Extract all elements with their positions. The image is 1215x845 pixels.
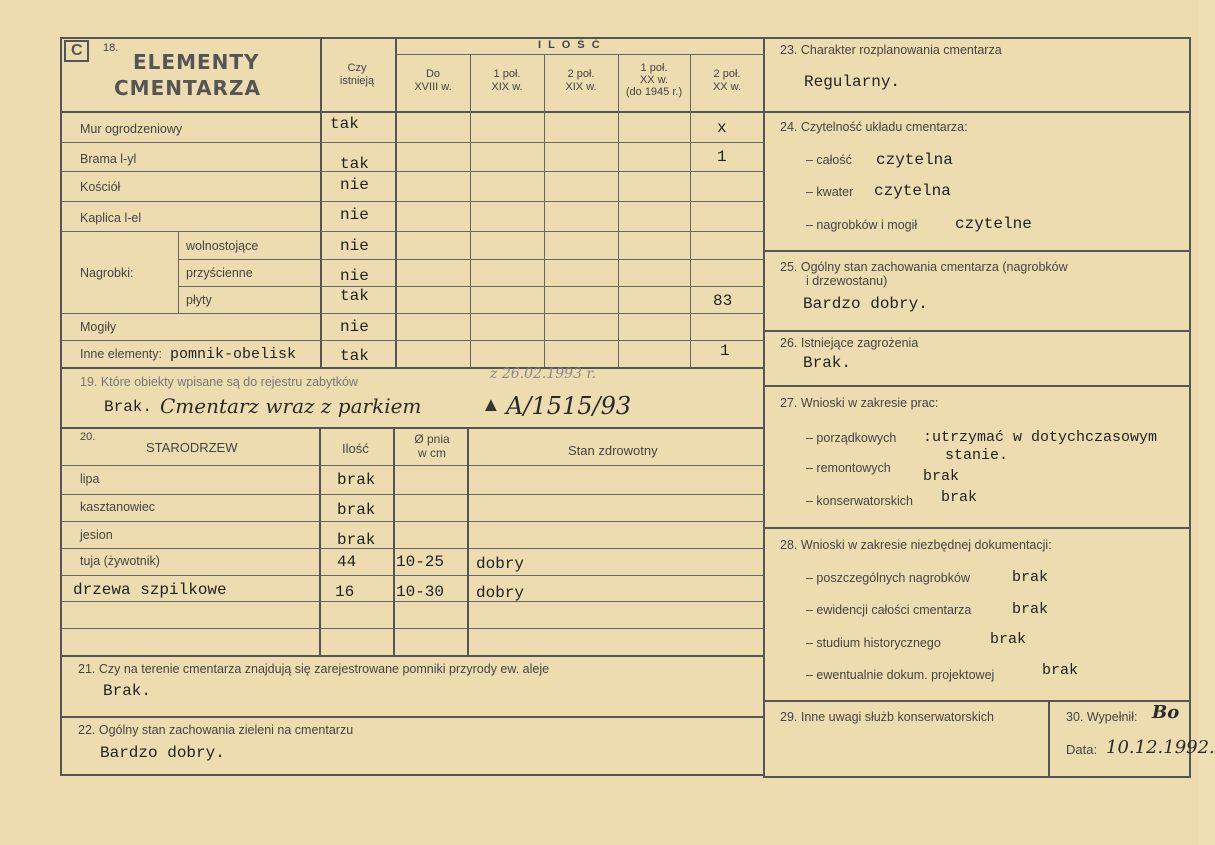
row-czy-plyty: tak: [340, 287, 369, 305]
s27-item-label-porzadkowych: – porządkowych: [806, 431, 897, 445]
tree-ilosc-tuja: 44: [337, 553, 357, 571]
s24-label: 24. Czytelność układu cmentarza:: [780, 120, 968, 134]
tree-name-tuja: tuja (żywotnik): [80, 554, 160, 568]
row-label-inne: Inne elementy:: [80, 347, 162, 361]
tree-name-lipa: lipa: [80, 472, 100, 486]
period-1pol-xx: 1 poł. XX w. (do 1945 r.): [625, 62, 683, 98]
s28-item-value-ewidencji: brak: [1012, 601, 1049, 618]
s19-typed: Brak.: [104, 398, 153, 416]
s28-item-label-studium: – studium historycznego: [806, 636, 941, 650]
s24-item-label-calosc: – całość: [806, 153, 852, 167]
row-czy-mogily: nie: [340, 318, 369, 336]
section-letter: C: [71, 42, 83, 59]
tree-ilosc-lipa: brak: [337, 471, 376, 489]
row-label-mur: Mur ogrodzeniowy: [80, 122, 183, 136]
s19-handwritten: Cmentarz wraz z parkiem: [160, 394, 422, 418]
data-label: Data:: [1066, 742, 1098, 757]
s24-item-value-calosc: czytelna: [876, 151, 953, 169]
s19-date: z 26.02.1993 r.: [490, 366, 597, 382]
s20-head-ilosc: Ilość: [342, 441, 369, 456]
period-do-xviii: Do XVIII w.: [414, 68, 452, 93]
s20-head-stan: Stan zdrowotny: [568, 443, 658, 458]
period-1pol-xix: 1 poł. XIX w.: [491, 68, 523, 93]
row-czy-wolnostojace: nie: [340, 237, 369, 255]
s29-label: 29. Inne uwagi służb konserwatorskich: [780, 710, 995, 724]
tree-name-kasztanowiec: kasztanowiec: [80, 500, 156, 514]
col-czy-istnieja: Czy istnieją: [339, 62, 375, 87]
s24-item-value-nagrobkow: czytelne: [955, 215, 1032, 233]
s23-value: Regularny.: [804, 73, 901, 91]
row-label-plyty: płyty: [186, 293, 212, 307]
s30-signature: Bo: [1152, 702, 1180, 723]
section-18-number: 18.: [103, 42, 119, 54]
row-czy-mur: tak: [330, 115, 359, 133]
s27-item-value-konserwatorskich: brak: [941, 489, 978, 506]
row-label-mogily: Mogiły: [80, 320, 117, 334]
tree-stan-tuja: dobry: [476, 555, 525, 573]
period-2pol-xix: 2 poł. XIX w.: [565, 68, 597, 93]
section-title-line2: CMENTARZA: [114, 76, 261, 100]
section-letter-box: [64, 40, 89, 62]
tree-ilosc-kasztanowiec: brak: [337, 501, 376, 519]
s23-label: 23. Charakter rozplanowania cmentarza: [780, 43, 1002, 57]
s28-item-label-ewidencji: – ewidencji całości cmentarza: [806, 603, 972, 617]
s19-label: 19. Które obiekty wpisane są do rejestru zabytków: [80, 375, 358, 389]
stamp-icon: ▲: [481, 394, 501, 416]
row-czy-brama: tak: [340, 155, 369, 173]
s20-number: 20.: [80, 431, 96, 443]
s27-label: 27. Wnioski w zakresie prac:: [780, 396, 939, 410]
s19-registry: A/1515/93: [506, 392, 632, 420]
s22-label: 22. Ogólny stan zachowania zieleni na cmentarzu: [78, 723, 354, 737]
row-q2-inne: 1: [720, 342, 730, 360]
s21-value: Brak.: [103, 682, 152, 700]
tree-stan-szpilkowe: dobry: [476, 584, 525, 602]
tree-pien-tuja: 10-25: [396, 553, 445, 571]
section-title-line1: ELEMENTY: [133, 50, 260, 74]
row-label-kaplica: Kaplica l-el: [80, 211, 142, 225]
row-q2-mur: x: [717, 119, 727, 137]
tree-pien-szpilkowe: 10-30: [396, 583, 445, 601]
s28-item-label-projektowej: – ewentualnie dokum. projektowej: [806, 668, 995, 682]
s28-item-value-poszczegolnych: brak: [1012, 569, 1049, 586]
row-czy-inne: tak: [340, 347, 369, 365]
s28-item-value-studium: brak: [990, 631, 1027, 648]
row-q2-brama: 1: [717, 148, 727, 166]
s25-label-line2: i drzewostanu): [806, 274, 888, 288]
tree-name-szpilkowe: drzewa szpilkowe: [73, 581, 227, 599]
row-value-inne: pomnik-obelisk: [170, 346, 297, 363]
period-2pol-xx: 2 poł. XX w.: [712, 68, 742, 93]
tree-name-jesion: jesion: [80, 528, 113, 542]
s27-item-value-porzadkowych: :utrzymać w dotychczasowym: [923, 429, 1158, 446]
row-label-przyscienne: przyścienne: [186, 266, 253, 280]
s25-label-line1: 25. Ogólny stan zachowania cmentarza (nagrobków: [780, 260, 1068, 274]
s26-label: 26. Istniejące zagrożenia: [780, 336, 919, 350]
row-czy-kaplica: nie: [340, 206, 369, 224]
nagrobki-label: Nagrobki:: [80, 266, 134, 280]
row-label-brama: Brama l-yl: [80, 152, 137, 166]
row-czy-kosciol: nie: [340, 176, 369, 194]
s27-item-value-remontowych: brak: [923, 468, 960, 485]
s20-head-starodrzew: STARODRZEW: [146, 440, 238, 455]
data-value: 10.12.1992.: [1106, 737, 1215, 758]
s24-item-label-kwater: – kwater: [806, 185, 854, 199]
s28-item-value-projektowej: brak: [1042, 662, 1079, 679]
s24-item-value-kwater: czytelna: [874, 182, 951, 200]
row-q2-plyty: 83: [713, 292, 733, 310]
tree-ilosc-szpilkowe: 16: [335, 583, 355, 601]
tree-ilosc-jesion: brak: [337, 531, 376, 549]
s22-value: Bardzo dobry.: [100, 744, 225, 762]
s26-value: Brak.: [803, 354, 852, 372]
s30-label: 30. Wypełnił:: [1066, 710, 1138, 724]
s27-item-value2-porzadkowych: stanie.: [945, 447, 1009, 464]
s27-item-label-remontowych: – remontowych: [806, 461, 891, 475]
row-czy-przyscienne: nie: [340, 267, 369, 285]
s28-label: 28. Wnioski w zakresie niezbędnej dokumentacji:: [780, 538, 1052, 552]
row-label-wolnostojace: wolnostojące: [186, 239, 259, 253]
ilosc-header: I L O Ś Ć: [538, 39, 602, 51]
s24-item-label-nagrobkow: – nagrobków i mogił: [806, 218, 918, 232]
s27-item-label-konserwatorskich: – konserwatorskich: [806, 494, 913, 508]
s21-label: 21. Czy na terenie cmentarza znajdują się zarejestrowane pomniki przyrody ew. aleje: [78, 662, 550, 676]
s25-value: Bardzo dobry.: [803, 295, 928, 313]
s20-head-pien: Ø pnia w cm: [414, 432, 450, 460]
row-label-kosciol: Kościół: [80, 180, 121, 194]
s28-item-label-poszczegolnych: – poszczególnych nagrobków: [806, 571, 970, 585]
